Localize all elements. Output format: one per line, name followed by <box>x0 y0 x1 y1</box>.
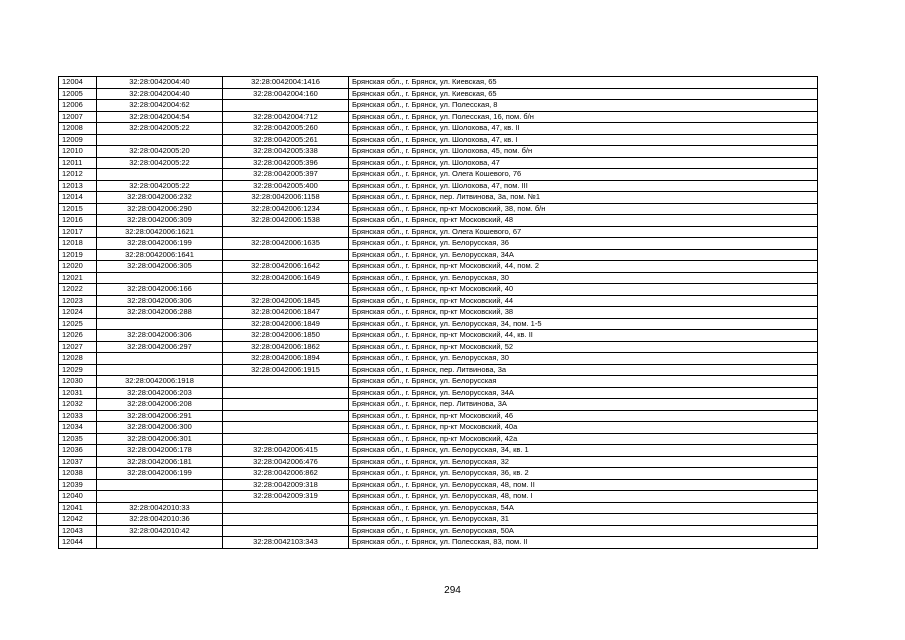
row-number-cell: 12044 <box>59 537 97 549</box>
building-cadastral-number-cell <box>223 387 349 399</box>
land-cadastral-number-cell: 32:28:0042006:290 <box>97 203 223 215</box>
table-row <box>59 284 818 296</box>
building-cadastral-number-cell: 32:28:0042005:261 <box>223 134 349 146</box>
table-row <box>59 272 818 284</box>
building-cadastral-number-cell: 32:28:0042006:1234 <box>223 203 349 215</box>
table-row <box>59 307 818 319</box>
land-cadastral-number-cell <box>97 364 223 376</box>
row-number-cell: 12026 <box>59 330 97 342</box>
land-cadastral-number-cell: 32:28:0042004:62 <box>97 100 223 112</box>
row-number-cell: 12012 <box>59 169 97 181</box>
land-cadastral-number-cell <box>97 491 223 503</box>
row-number-cell: 12030 <box>59 376 97 388</box>
building-cadastral-number-cell: 32:28:0042006:1845 <box>223 295 349 307</box>
table-row <box>59 77 818 89</box>
address-cell: Брянская обл., г. Брянск, ул. Киевская, 65 <box>349 77 818 89</box>
building-cadastral-number-cell: 32:28:0042009:318 <box>223 479 349 491</box>
building-cadastral-number-cell: 32:28:0042006:415 <box>223 445 349 457</box>
row-number-cell: 12020 <box>59 261 97 273</box>
row-number-cell: 12024 <box>59 307 97 319</box>
row-number-cell: 12022 <box>59 284 97 296</box>
address-cell: Брянская обл., г. Брянск, ул. Белорусская, 34, кв. 1 <box>349 445 818 457</box>
table-row <box>59 387 818 399</box>
address-cell: Брянская обл., г. Брянск, пр-кт Московский, 40 <box>349 284 818 296</box>
building-cadastral-number-cell <box>223 399 349 411</box>
row-number-cell: 12029 <box>59 364 97 376</box>
table-row <box>59 192 818 204</box>
row-number-cell: 12011 <box>59 157 97 169</box>
building-cadastral-number-cell: 32:28:0042009:319 <box>223 491 349 503</box>
address-cell: Брянская обл., г. Брянск, ул. Киевская, 65 <box>349 88 818 100</box>
table-row <box>59 123 818 135</box>
table-row <box>59 445 818 457</box>
land-cadastral-number-cell: 32:28:0042006:300 <box>97 422 223 434</box>
address-cell: Брянская обл., г. Брянск, ул. Белорусская, 34А <box>349 387 818 399</box>
land-cadastral-number-cell <box>97 134 223 146</box>
land-cadastral-number-cell: 32:28:0042010:33 <box>97 502 223 514</box>
address-cell: Брянская обл., г. Брянск, ул. Белорусская, 34, пом. 1-5 <box>349 318 818 330</box>
building-cadastral-number-cell <box>223 525 349 537</box>
building-cadastral-number-cell: 32:28:0042005:400 <box>223 180 349 192</box>
building-cadastral-number-cell: 32:28:0042005:397 <box>223 169 349 181</box>
table-row <box>59 399 818 411</box>
land-cadastral-number-cell <box>97 479 223 491</box>
table-row <box>59 330 818 342</box>
address-cell: Брянская обл., г. Брянск, ул. Белорусская, 30 <box>349 353 818 365</box>
address-cell: Брянская обл., г. Брянск, ул. Белорусская, 36 <box>349 238 818 250</box>
table-row <box>59 410 818 422</box>
building-cadastral-number-cell: 32:28:0042005:396 <box>223 157 349 169</box>
land-cadastral-number-cell <box>97 169 223 181</box>
row-number-cell: 12037 <box>59 456 97 468</box>
land-cadastral-number-cell: 32:28:0042006:1641 <box>97 249 223 261</box>
address-cell: Брянская обл., г. Брянск, пр-кт Московский, 44, пом. 2 <box>349 261 818 273</box>
building-cadastral-number-cell: 32:28:0042006:476 <box>223 456 349 468</box>
address-cell: Брянская обл., г. Брянск, ул. Белорусская, 30 <box>349 272 818 284</box>
address-cell: Брянская обл., г. Брянск, ул. Белорусская, 48, пом. II <box>349 479 818 491</box>
land-cadastral-number-cell: 32:28:0042004:54 <box>97 111 223 123</box>
land-cadastral-number-cell: 32:28:0042006:203 <box>97 387 223 399</box>
table-row <box>59 146 818 158</box>
table-row <box>59 525 818 537</box>
building-cadastral-number-cell <box>223 514 349 526</box>
building-cadastral-number-cell: 32:28:0042006:1635 <box>223 238 349 250</box>
address-cell: Брянская обл., г. Брянск, ул. Белорусская, 54А <box>349 502 818 514</box>
row-number-cell: 12021 <box>59 272 97 284</box>
building-cadastral-number-cell: 32:28:0042006:1862 <box>223 341 349 353</box>
table-row <box>59 364 818 376</box>
land-cadastral-number-cell: 32:28:0042006:166 <box>97 284 223 296</box>
building-cadastral-number-cell <box>223 422 349 434</box>
building-cadastral-number-cell: 32:28:0042006:1850 <box>223 330 349 342</box>
address-cell: Брянская обл., г. Брянск, ул. Полесская, 83, пом. II <box>349 537 818 549</box>
building-cadastral-number-cell: 32:28:0042006:1915 <box>223 364 349 376</box>
land-cadastral-number-cell: 32:28:0042006:199 <box>97 238 223 250</box>
address-cell: Брянская обл., г. Брянск, пр-кт Московский, 44, кв. II <box>349 330 818 342</box>
address-cell: Брянская обл., г. Брянск, пр-кт Московский, 42а <box>349 433 818 445</box>
building-cadastral-number-cell: 32:28:0042006:862 <box>223 468 349 480</box>
land-cadastral-number-cell <box>97 318 223 330</box>
table-row <box>59 502 818 514</box>
row-number-cell: 12008 <box>59 123 97 135</box>
building-cadastral-number-cell: 32:28:0042006:1649 <box>223 272 349 284</box>
table-row <box>59 111 818 123</box>
building-cadastral-number-cell <box>223 433 349 445</box>
address-cell: Брянская обл., г. Брянск, ул. Шолохова, 47 <box>349 157 818 169</box>
building-cadastral-number-cell: 32:28:0042004:712 <box>223 111 349 123</box>
row-number-cell: 12018 <box>59 238 97 250</box>
address-cell: Брянская обл., г. Брянск, пр-кт Московский, 48 <box>349 215 818 227</box>
registry-table <box>58 76 818 549</box>
land-cadastral-number-cell: 32:28:0042004:40 <box>97 88 223 100</box>
land-cadastral-number-cell: 32:28:0042006:1621 <box>97 226 223 238</box>
table-row <box>59 353 818 365</box>
table-row <box>59 376 818 388</box>
address-cell: Брянская обл., г. Брянск, ул. Шолохова, 47, пом. III <box>349 180 818 192</box>
building-cadastral-number-cell <box>223 249 349 261</box>
address-cell: Брянская обл., г. Брянск, ул. Белорусская, 34А <box>349 249 818 261</box>
address-cell: Брянская обл., г. Брянск, пр-кт Московский, 38 <box>349 307 818 319</box>
address-cell: Брянская обл., г. Брянск, ул. Олега Кошевого, 67 <box>349 226 818 238</box>
table-row <box>59 318 818 330</box>
table-row <box>59 203 818 215</box>
table-row <box>59 169 818 181</box>
building-cadastral-number-cell: 32:28:0042006:1158 <box>223 192 349 204</box>
row-number-cell: 12014 <box>59 192 97 204</box>
row-number-cell: 12004 <box>59 77 97 89</box>
address-cell: Брянская обл., г. Брянск, пер. Литвинова, 3а, пом. №1 <box>349 192 818 204</box>
land-cadastral-number-cell: 32:28:0042005:22 <box>97 180 223 192</box>
table-row <box>59 100 818 112</box>
building-cadastral-number-cell <box>223 100 349 112</box>
row-number-cell: 12025 <box>59 318 97 330</box>
table-row <box>59 238 818 250</box>
building-cadastral-number-cell: 32:28:0042004:1416 <box>223 77 349 89</box>
address-cell: Брянская обл., г. Брянск, ул. Белорусская, 50А <box>349 525 818 537</box>
address-cell: Брянская обл., г. Брянск, пр-кт Московский, 40а <box>349 422 818 434</box>
land-cadastral-number-cell <box>97 537 223 549</box>
land-cadastral-number-cell: 32:28:0042006:1918 <box>97 376 223 388</box>
table-row <box>59 479 818 491</box>
building-cadastral-number-cell <box>223 226 349 238</box>
row-number-cell: 12027 <box>59 341 97 353</box>
land-cadastral-number-cell: 32:28:0042010:42 <box>97 525 223 537</box>
table-row <box>59 261 818 273</box>
row-number-cell: 12041 <box>59 502 97 514</box>
land-cadastral-number-cell: 32:28:0042005:22 <box>97 157 223 169</box>
land-cadastral-number-cell <box>97 272 223 284</box>
building-cadastral-number-cell <box>223 410 349 422</box>
building-cadastral-number-cell: 32:28:0042006:1538 <box>223 215 349 227</box>
land-cadastral-number-cell: 32:28:0042006:306 <box>97 295 223 307</box>
row-number-cell: 12035 <box>59 433 97 445</box>
address-cell: Брянская обл., г. Брянск, пер. Литвинова, 3а <box>349 364 818 376</box>
row-number-cell: 12032 <box>59 399 97 411</box>
address-cell: Брянская обл., г. Брянск, пр-кт Московский, 44 <box>349 295 818 307</box>
table-row <box>59 514 818 526</box>
land-cadastral-number-cell: 32:28:0042006:297 <box>97 341 223 353</box>
land-cadastral-number-cell: 32:28:0042006:232 <box>97 192 223 204</box>
land-cadastral-number-cell: 32:28:0042006:288 <box>97 307 223 319</box>
building-cadastral-number-cell <box>223 284 349 296</box>
land-cadastral-number-cell: 32:28:0042006:301 <box>97 433 223 445</box>
building-cadastral-number-cell: 32:28:0042006:1847 <box>223 307 349 319</box>
table-row <box>59 157 818 169</box>
land-cadastral-number-cell: 32:28:0042006:309 <box>97 215 223 227</box>
address-cell: Брянская обл., г. Брянск, ул. Белорусская <box>349 376 818 388</box>
row-number-cell: 12019 <box>59 249 97 261</box>
land-cadastral-number-cell <box>97 353 223 365</box>
address-cell: Брянская обл., г. Брянск, пр-кт Московский, 46 <box>349 410 818 422</box>
building-cadastral-number-cell: 32:28:0042103:343 <box>223 537 349 549</box>
land-cadastral-number-cell: 32:28:0042006:208 <box>97 399 223 411</box>
row-number-cell: 12007 <box>59 111 97 123</box>
building-cadastral-number-cell: 32:28:0042005:260 <box>223 123 349 135</box>
row-number-cell: 12023 <box>59 295 97 307</box>
row-number-cell: 12042 <box>59 514 97 526</box>
building-cadastral-number-cell: 32:28:0042004:160 <box>223 88 349 100</box>
row-number-cell: 12009 <box>59 134 97 146</box>
address-cell: Брянская обл., г. Брянск, ул. Белорусская, 36, кв. 2 <box>349 468 818 480</box>
table-row <box>59 491 818 503</box>
address-cell: Брянская обл., г. Брянск, ул. Шолохова, 45, пом. б/н <box>349 146 818 158</box>
address-cell: Брянская обл., г. Брянск, пр-кт Московский, 38, пом. б/н <box>349 203 818 215</box>
row-number-cell: 12013 <box>59 180 97 192</box>
address-cell: Брянская обл., г. Брянск, ул. Белорусская, 32 <box>349 456 818 468</box>
row-number-cell: 12028 <box>59 353 97 365</box>
row-number-cell: 12017 <box>59 226 97 238</box>
building-cadastral-number-cell <box>223 502 349 514</box>
row-number-cell: 12039 <box>59 479 97 491</box>
address-cell: Брянская обл., г. Брянск, ул. Олега Кошевого, 76 <box>349 169 818 181</box>
address-cell: Брянская обл., г. Брянск, пер. Литвинова, 3А <box>349 399 818 411</box>
land-cadastral-number-cell: 32:28:0042010:36 <box>97 514 223 526</box>
row-number-cell: 12016 <box>59 215 97 227</box>
address-cell: Брянская обл., г. Брянск, ул. Полесская, 16, пом. б/н <box>349 111 818 123</box>
land-cadastral-number-cell: 32:28:0042005:22 <box>97 123 223 135</box>
land-cadastral-number-cell: 32:28:0042006:306 <box>97 330 223 342</box>
table-row <box>59 295 818 307</box>
row-number-cell: 12015 <box>59 203 97 215</box>
address-cell: Брянская обл., г. Брянск, ул. Полесская, 8 <box>349 100 818 112</box>
address-cell: Брянская обл., г. Брянск, ул. Шолохова, 47, кв. I <box>349 134 818 146</box>
land-cadastral-number-cell: 32:28:0042006:291 <box>97 410 223 422</box>
table-row <box>59 433 818 445</box>
building-cadastral-number-cell: 32:28:0042005:338 <box>223 146 349 158</box>
row-number-cell: 12038 <box>59 468 97 480</box>
table-row <box>59 88 818 100</box>
table-row <box>59 226 818 238</box>
land-cadastral-number-cell: 32:28:0042006:178 <box>97 445 223 457</box>
registry-table-body <box>59 77 818 549</box>
page-number: 294 <box>444 585 461 596</box>
land-cadastral-number-cell: 32:28:0042006:199 <box>97 468 223 480</box>
building-cadastral-number-cell: 32:28:0042006:1894 <box>223 353 349 365</box>
table-row <box>59 215 818 227</box>
building-cadastral-number-cell: 32:28:0042006:1849 <box>223 318 349 330</box>
land-cadastral-number-cell: 32:28:0042005:20 <box>97 146 223 158</box>
table-row <box>59 180 818 192</box>
building-cadastral-number-cell <box>223 376 349 388</box>
address-cell: Брянская обл., г. Брянск, ул. Белорусская, 31 <box>349 514 818 526</box>
building-cadastral-number-cell: 32:28:0042006:1642 <box>223 261 349 273</box>
row-number-cell: 12036 <box>59 445 97 457</box>
row-number-cell: 12043 <box>59 525 97 537</box>
row-number-cell: 12010 <box>59 146 97 158</box>
table-row <box>59 341 818 353</box>
row-number-cell: 12034 <box>59 422 97 434</box>
row-number-cell: 12006 <box>59 100 97 112</box>
table-row <box>59 468 818 480</box>
land-cadastral-number-cell: 32:28:0042004:40 <box>97 77 223 89</box>
row-number-cell: 12033 <box>59 410 97 422</box>
address-cell: Брянская обл., г. Брянск, ул. Шолохова, 47, кв. II <box>349 123 818 135</box>
table-row <box>59 134 818 146</box>
table-row <box>59 422 818 434</box>
table-row <box>59 249 818 261</box>
row-number-cell: 12031 <box>59 387 97 399</box>
table-row <box>59 456 818 468</box>
land-cadastral-number-cell: 32:28:0042006:305 <box>97 261 223 273</box>
row-number-cell: 12040 <box>59 491 97 503</box>
row-number-cell: 12005 <box>59 88 97 100</box>
land-cadastral-number-cell: 32:28:0042006:181 <box>97 456 223 468</box>
table-row <box>59 537 818 549</box>
address-cell: Брянская обл., г. Брянск, пр-кт Московский, 52 <box>349 341 818 353</box>
address-cell: Брянская обл., г. Брянск, ул. Белорусская, 48, пом. I <box>349 491 818 503</box>
